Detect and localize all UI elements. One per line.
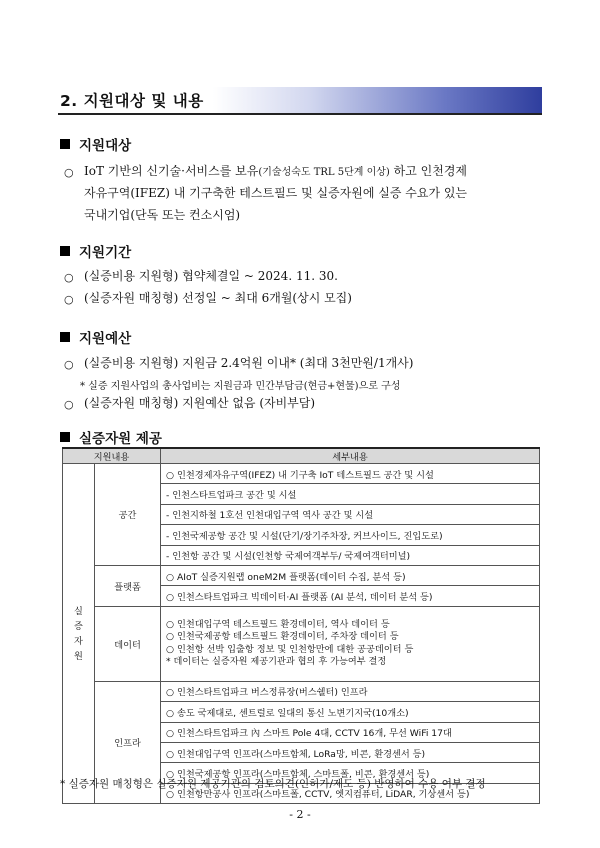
detail-cell: ○ 인천스타트업파크 버스정류장(버스쉘터) 인프라	[161, 681, 540, 701]
budget-item-1: (실증비용 지원형) 지원금 2.4억원 이내* (최대 3천만원/1개사)	[84, 356, 414, 370]
section-heading-budget	[60, 327, 131, 347]
target-line-2: 자유구역(IFEZ) 내 기구축한 테스트필드 및 실증자원에 실증 수요가 있는	[84, 186, 468, 200]
period-item-2: (실증자원 매칭형) 선정일 ~ 최대 6개월(상시 모집)	[84, 291, 352, 305]
circle-bullet-icon: ○	[64, 358, 74, 371]
detail-cell: - 인천스타트업파크 공간 및 시설	[161, 484, 540, 504]
detail-cell: - 인천국제공항 공간 및 시설(단기/장기주차장, 커브사이드, 진입도로)	[161, 525, 540, 545]
group-label-cell	[63, 464, 95, 804]
section-heading-text: 지원예산	[79, 331, 132, 347]
category-cell: 인프라	[95, 681, 161, 803]
budget-item-2: (실증자원 매칭형) 지원예산 없음 (자비부담)	[84, 396, 316, 410]
title-underline	[58, 113, 542, 115]
category-cell: 공간	[95, 464, 161, 566]
table-header-cell: 지원내용	[63, 448, 161, 464]
detail-cell-multi	[161, 606, 540, 681]
group-label: 실 증 자 원	[74, 605, 83, 662]
detail-cell: ○ 인천스타트업파크 빅데이터·AI 플랫폼 (AI 분석, 데이터 분석 등)	[161, 586, 540, 606]
target-line-1: IoT 기반의 신기술·서비스를 보유(기술성숙도 TRL 5단계 이상) 하고 인천경제	[84, 164, 468, 178]
detail-line: ○ 인천항 선박 입출항 정보 및 인천항만에 대한 공공데이터 등	[166, 643, 414, 655]
section-heading-text: 실증자원 제공	[79, 431, 162, 447]
detail-line: * 데이터는 실증자원 제공기관과 협의 후 가능여부 결정	[166, 656, 387, 668]
section-heading-text: 지원대상	[79, 138, 132, 154]
square-bullet-icon	[60, 332, 70, 342]
category-cell: 데이터	[95, 606, 161, 681]
target-line-3: 국내기업(단독 또는 컨소시엄)	[84, 208, 241, 222]
section-heading-resources	[60, 427, 162, 447]
page-number: - 2 -	[289, 808, 311, 821]
circle-bullet-icon: ○	[64, 271, 74, 284]
section-heading-target	[60, 134, 131, 154]
square-bullet-icon	[60, 432, 70, 442]
square-bullet-icon	[60, 246, 70, 256]
page-title: 2. 지원대상 및 내용	[60, 92, 204, 110]
footnote: * 실증자원 매칭형은 실증자원 제공기관의 검토의견(인허가/제도 등) 반영하여 수용 여부 결정	[60, 778, 486, 790]
square-bullet-icon	[60, 139, 70, 149]
section-heading-period	[60, 241, 131, 261]
resource-table	[62, 447, 540, 804]
circle-bullet-icon: ○	[64, 398, 74, 411]
detail-cell: ○ 인천국제공항 인프라(스마트함체, 스마트폴, 비콘, 환경센서 등)	[161, 763, 540, 783]
table-header-row	[63, 448, 540, 464]
section-heading-text: 지원기간	[79, 245, 132, 261]
table-row	[63, 681, 540, 701]
detail-line: ○ 인천국제공항 테스트필드 환경데이터, 주차장 데이터 등	[166, 631, 399, 643]
table-row	[63, 606, 540, 681]
detail-cell: - 인천지하철 1호선 인천대입구역 역사 공간 및 시설	[161, 504, 540, 524]
detail-cell: ○ AIoT 실증지원랩 oneM2M 플랫폼(데이터 수집, 분석 등)	[161, 565, 540, 585]
detail-line: ○ 인천대입구역 테스트필드 환경데이터, 역사 데이터 등	[166, 618, 390, 630]
detail-cell: - 인천항 공간 및 시설(인천항 국제여객부두/ 국제여객터미널)	[161, 545, 540, 565]
detail-cell: ○ 인천스타트업파크 內 스마트 Pole 4대, CCTV 16개, 무선 WiFi 17대	[161, 722, 540, 742]
table-row	[63, 464, 540, 484]
detail-cell: ○ 인천항만공사 인프라(스마트폴, CCTV, 엣지컴퓨터, LiDAR, 기상센서 등)	[161, 783, 540, 803]
circle-bullet-icon: ○	[64, 166, 74, 179]
table-header-cell: 세부내용	[161, 448, 540, 464]
period-item-1: (실증비용 지원형) 협약체결일 ~ 2024. 11. 30.	[84, 269, 338, 283]
detail-cell: ○ 인천경제자유구역(IFEZ) 내 기구축 IoT 테스트필드 공간 및 시설	[161, 464, 540, 484]
circle-bullet-icon: ○	[64, 293, 74, 306]
detail-cell: ○ 인천대입구역 인프라(스마트함체, LoRa망, 비콘, 환경센서 등)	[161, 742, 540, 762]
category-cell: 플랫폼	[95, 565, 161, 606]
table-row	[63, 565, 540, 585]
detail-cell: ○ 송도 국제대로, 센트럴로 일대의 통신 노변기지국(10개소)	[161, 702, 540, 722]
budget-note: * 실증 지원사업의 총사업비는 지원금과 민간부담금(현금+현물)으로 구성	[80, 381, 401, 392]
